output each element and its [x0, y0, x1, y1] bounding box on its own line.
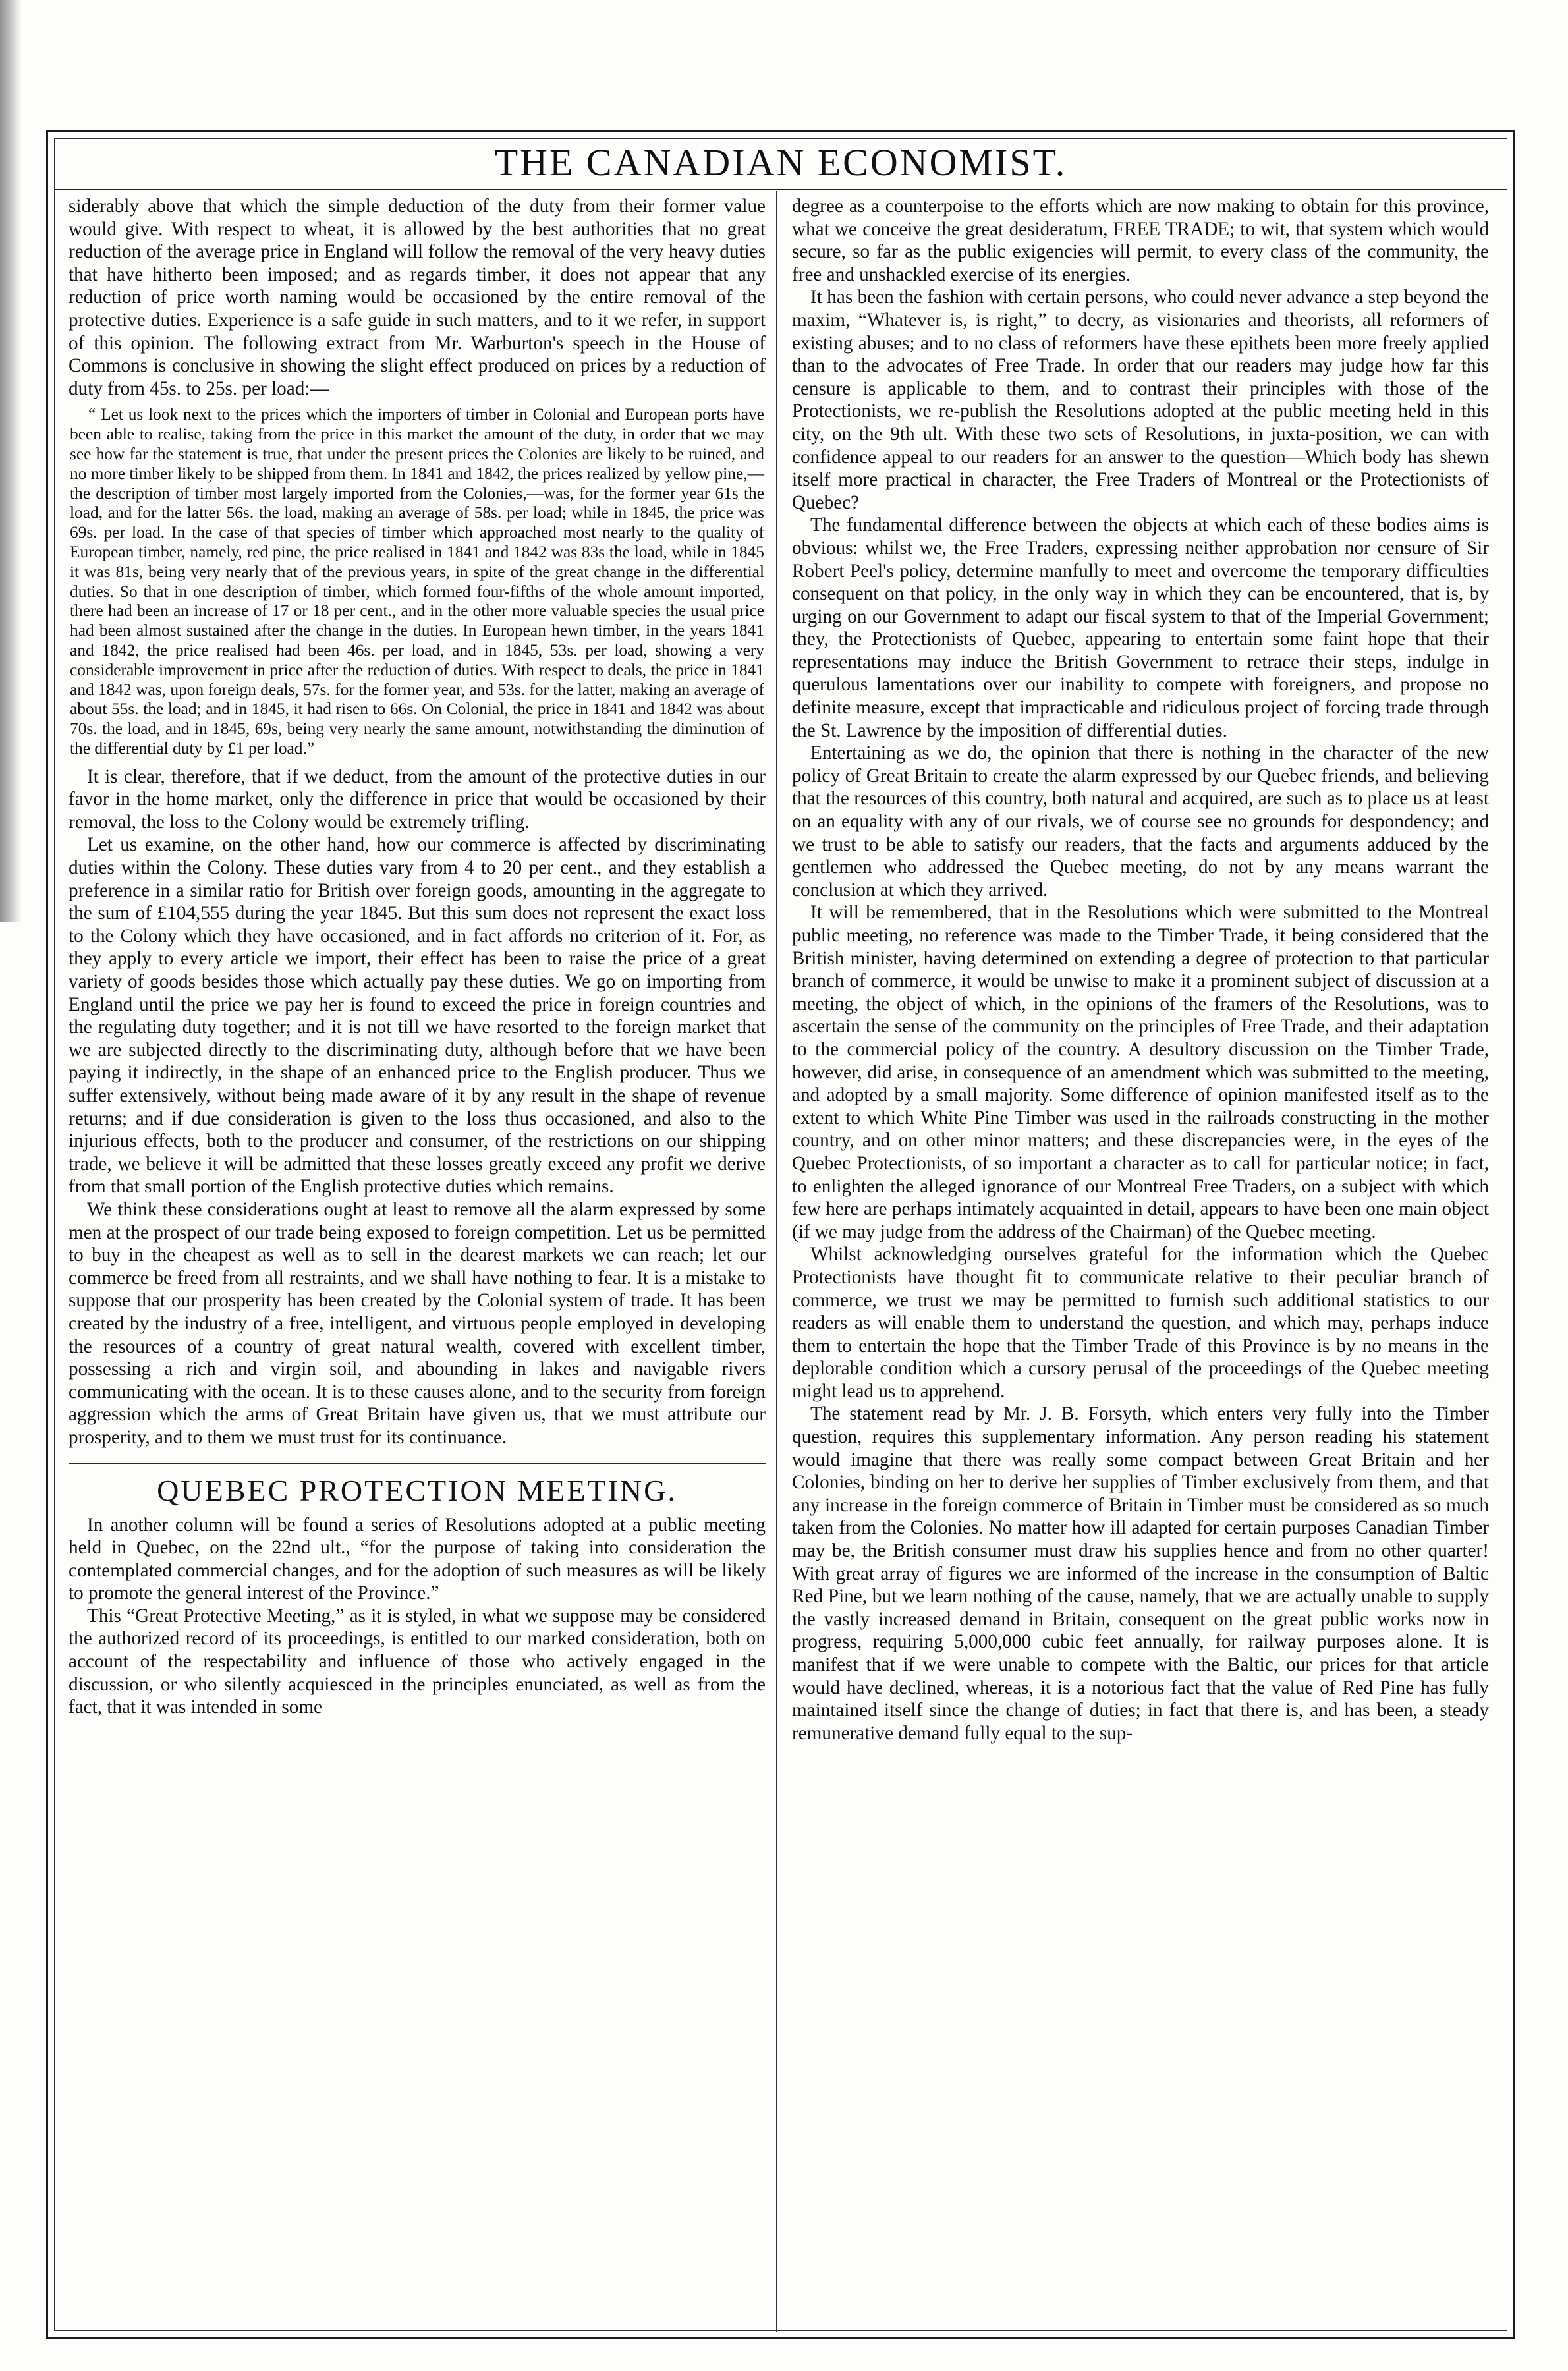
- left-column: [69, 195, 766, 1719]
- article-paragraph: Entertaining as we do, the opinion that there is nothing in the character of the new policy of Great Britain to create the alarm expressed by our Quebec friends, and believing that the resources of this country, both natural and acquired, are such as to place us at least on an equality with any of our rivals, we of course see no grounds for despondency; and we trust to be able to satisfy our readers, that the facts and arguments adduced by the gentlemen who addressed the Quebec meeting, do not by any means warrant the conclusion at which they arrived.: [792, 742, 1489, 901]
- article-paragraph: It will be remembered, that in the Resolutions which were submitted to the Montreal public meeting, no reference was made to the Timber Trade, it being considered that the British minister, having determined on extending a degree of protection to that particular branch of commerce, it would be unwise to make it a prominent subject of discussion at a meeting, the object of which, in the opinions of the framers of the Resolutions, was to ascertain the sense of the community on the principles of Free Trade, and their adaptation to the commercial policy of the country. A desultory discussion on the Timber Trade, however, did arise, in consequence of an amendment which was submitted to the meeting, and adopted by a small majority. Some difference of opinion manifested itself as to the extent to which White Pine Timber was used in the railroads constructing in the mother country, and on other minor matters; and these discrepancies were, in the eyes of the Quebec Protectionists, of so important a character as to call for particular notice; in fact, to enlighten the alleged ignorance of our Montreal Free Traders, on a subject with which few here are perhaps intimately acquainted in detail, appears to have been one main object (if we may judge from the address of the Chairman) of the Quebec meeting.: [792, 902, 1489, 1242]
- article-paragraph: It is clear, therefore, that if we deduct, from the amount of the protective duties in our favor in the home market, only the difference in price that would be occasioned by their removal, the loss to the Colony would be extremely trifling.: [69, 766, 766, 833]
- column-divider: [775, 191, 777, 2332]
- article-paragraph: siderably above that which the simple deduction of the duty from their former value would give. With respect to wheat, it is allowed by the best authorities that no great reduction of the average price in England will follow the removal of the very heavy duties that have hitherto been imposed; and as regards timber, it does not appear that any reduction of price worth naming would be occasioned by the entire removal of the protective duties. Experience is a safe guide in such matters, and to it we refer, in support of this opinion. The following extract from Mr. Warburton's speech in the House of Commons is conclusive in showing the slight effect produced on prices by a reduction of duty from 45s. to 25s. per load:—: [69, 196, 766, 399]
- article-paragraph: This “Great Protective Meeting,” as it is styled, in what we suppose may be considered the authorized record of its proceedings, is entitled to our marked consideration, both on account of the respectability and influence of those who actively engaged in the discussion, or who silently acquiesced in the principles enunciated, as well as from the fact, that it was intended in some: [69, 1605, 766, 1718]
- right-column: [792, 195, 1489, 1744]
- article-paragraph: In another column will be found a series of Resolutions adopted at a public meeting held in Quebec, on the 22nd ult., “for the purpose of taking into consideration the contemplated commercial changes, and for the adoption of such measures as will be likely to promote the general interest of the Province.”: [69, 1514, 766, 1604]
- article-paragraph: It has been the fashion with certain persons, who could never advance a step beyond the maxim, “Whatever is, is right,” to decry, as visionaries and theorists, all reformers of existing abuses; and to no class of reformers have these epithets been more freely applied than to the advocates of Free Trade. In order that our readers may judge how far this censure is applicable to them, and to contrast their principles with those of the Protectionists, we re-publish the Resolutions adopted at the public meeting held in this city, on the 9th ult. With these two sets of Resolutions, in juxta-position, we can with confidence appeal to our readers for an answer to the question—Which body has shewn itself more practical in character, the Free Traders of Montreal or the Protectionists of Quebec?: [792, 287, 1489, 513]
- article-paragraph: We think these considerations ought at least to remove all the alarm expressed by some men at the prospect of our trade being exposed to foreign competition. Let us be permitted to buy in the cheapest as well as to sell in the dearest markets we can reach; let our commerce be freed from all restraints, and we shall have nothing to fear. It is a mistake to suppose that our prosperity has been created by the Colonial system of trade. It has been created by the industry of a free, intelligent, and virtuous people employed in developing the resources of a country of great natural wealth, covered with excellent timber, possessing a rich and virgin soil, and abounding in lakes and navigable rivers communicating with the ocean. It is to these causes alone, and to the security from foreign aggression which the arms of Great Britain have given us, that we must attribute our prosperity, and to them we must trust for its continuance.: [69, 1198, 766, 1448]
- article-paragraph: The fundamental difference between the objects at which each of these bodies aims is obvious: whilst we, the Free Traders, expressing neither approbation nor censure of Sir Robert Peel's policy, determine manfully to meet and overcome the temporary difficulties consequent on that policy, in the only way in which they can be encountered, that is, by urging on our Government to adapt our fiscal system to that of the Imperial Government; they, the Protectionists of Quebec, appearing to entertain some faint hope that their representations may induce the British Government to retrace their steps, indulge in querulous lamentations over our inability to compete with foreigners, and propose no definite measure, except that impracticable and ridiculous project of forcing trade through the St. Lawrence by the imposition of differential duties.: [792, 515, 1489, 741]
- binding-shadow: [0, 0, 22, 922]
- masthead-title: THE CANADIAN ECONOMIST.: [494, 141, 1067, 184]
- masthead-rule: [54, 188, 1507, 190]
- article-paragraph: The statement read by Mr. J. B. Forsyth, which enters very fully into the Timber question, requires this supplementary information. Any person reading his statement would imagine that there was really some compact between Great Britain and her Colonies, binding on her to derive her supplies of Timber exclusively from them, and that any increase in the foreign commerce of Britain in Timber must be considered as so much taken from the Colonies. No matter how ill adapted for certain purposes Canadian Timber may be, the British consumer must draw his supplies hence and from no other quarter! With great array of figures we are informed of the increase in the consumption of Baltic Red Pine, but we learn nothing of the cause, namely, that we are actually unable to supply the vastly increased demand in Britain, consequent on the great public works now in progress, requiring 5,000,000 cubic feet annually, for railway purposes alone. It is manifest that if we were unable to compete with the Baltic, our prices for that article would have declined, whereas, it is a notorious fact that the value of Red Pine has fully maintained itself since the change of duties; in fact that there is, and has been, a steady remunerative demand fully equal to the sup-: [792, 1403, 1489, 1744]
- article-paragraph: Whilst acknowledging ourselves grateful for the information which the Quebec Protectionists have thought fit to communicate relative to their peculiar branch of commerce, we trust we may be permitted to furnish such additional statistics to our readers as will enable them to understand the question, and which may, perhaps induce them to entertain the hope that the Timber Trade of this Province is by no means in the deplorable condition which a cursory perusal of the proceedings of the Quebec meeting might lead us to apprehend.: [792, 1244, 1489, 1402]
- article-paragraph: Let us examine, on the other hand, how our commerce is affected by discriminating duties within the Colony. These duties vary from 4 to 20 per cent., and they establish a preference in a similar ratio for British over foreign goods, amounting in the aggregate to the sum of £104,555 during the year 1845. But this sum does not represent the exact loss to the Colony which they have occasioned, and in fact affords no criterion of it. For, as they apply to every article we import, their effect has been to raise the price of a great variety of goods besides those which actually pay these duties. We go on importing from England until the price we pay her is found to exceed the price in foreign countries and the regulating duty together; and it is not till we have resorted to the foreign market that we are subjected directly to the discriminating duty, although before that we have been paying it indirectly, in the shape of an enhanced price to the English producer. Thus we suffer extensively, without being made aware of it by any result in the shape of revenue returns; and if due consideration is given to the loss thus occasioned, and also to the injurious effects, both to the producer and consumer, of the restrictions on our shipping trade, we believe it will be admitted that these losses greatly exceed any profit we derive from that small portion of the English protective duties which remains.: [69, 834, 766, 1198]
- article-paragraph: degree as a counterpoise to the efforts which are now making to obtain for this province, what we conceive the great desideratum, FREE TRADE; to wit, that system which would secure, so far as the public exigencies will permit, to every class of the community, the free and unshackled exercise of its energies.: [792, 196, 1489, 285]
- section-heading: QUEBEC PROTECTION MEETING.: [69, 1463, 766, 1509]
- quoted-extract: “ Let us look next to the prices which the importers of timber in Colonial and European ports have been able to realise, taking from the price in this market the amount of the duty, in order that we may see how far the statement is true, that under the present prices the Colonies are likely to be ruined, and no more timber likely to be shipped from them. In 1841 and 1842, the prices realized by yellow pine,—the description of timber most largely imported from the Colonies,—was, for the former year 61s the load, and for the latter 56s. the load, making an average of 58s. per load; while in 1845, the price was 69s. per load. In the case of that species of timber which approached most nearly to the quality of European timber, namely, red pine, the price realised in 1841 and 1842 was 83s the load, while in 1845 it was 81s, being very nearly that of the previous years, in spite of the great change in the differential duties. So that in one description of timber, which formed four-fifths of the whole amount imported, there had been an increase of 17 or 18 per cent., and in the other more valuable species the usual price had been almost sustained after the change in the duties. In European hewn timber, in the years 1841 and 1842, the price realised had been 46s. per load, and in 1845, 53s. per load, showing a very considerable improvement in price after the reduction of duties. With respect to deals, the price in 1841 and 1842 was, upon foreign deals, 57s. for the former year, and 53s. for the latter, making an average of about 55s. the load; and in 1845, it had risen to 66s. On Colonial, the price in 1841 and 1842 was about 70s. the load, and in 1845, 69s, being very nearly the same amount, notwithstanding the diminution of the differential duty by £1 per load.”: [70, 405, 764, 758]
